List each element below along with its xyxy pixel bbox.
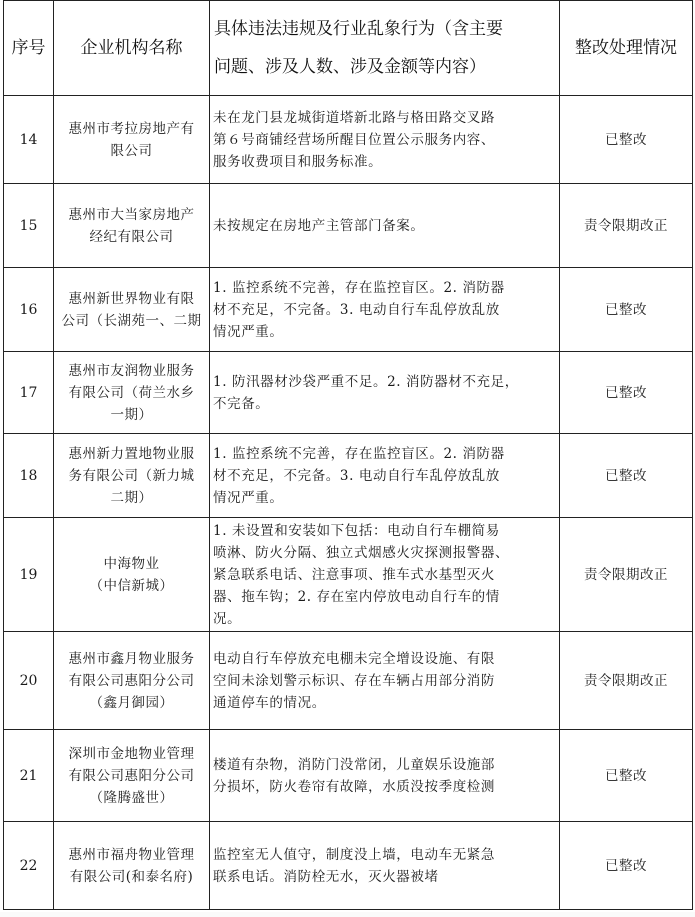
org-line: （鑫月御园）: [89, 694, 174, 711]
row-no: 21: [4, 730, 54, 822]
org-line: 中海物业: [103, 555, 160, 572]
header-no: 序号: [4, 1, 54, 96]
violation-line: 情况严重。: [213, 323, 284, 340]
row-violation: [210, 268, 560, 352]
violation-line: 未按规定在房地产主管部门备案。: [213, 217, 425, 234]
org-line: 惠州市大当家房地产: [68, 206, 195, 223]
row-result: 责令限期改正: [560, 518, 693, 632]
violation-line: 材不充足，不完备。3. 电动自行车乱停放乱放: [213, 467, 500, 484]
header-result: 整改处理情况: [560, 1, 693, 96]
header-violation-line2: 问题、涉及人数、涉及金额等内容）: [214, 57, 486, 77]
violation-table: [3, 0, 693, 910]
row-result: 已整改: [560, 352, 693, 434]
row-org: [54, 434, 210, 518]
row-result: 责令限期改正: [560, 632, 693, 730]
row-result: 已整改: [560, 96, 693, 184]
row-org: [54, 632, 210, 730]
row-org: [54, 822, 210, 910]
violation-line: 服务收费项目和服务标准。: [213, 153, 383, 170]
row-result: 已整改: [560, 730, 693, 822]
org-line: 有限公司(和泰名府): [69, 868, 194, 885]
violation-line: 1. 监控系统不完善，存在监控盲区。2. 消防器: [213, 279, 505, 296]
row-violation: [210, 184, 560, 268]
row-violation: [210, 822, 560, 910]
violation-line: 未在龙门县龙城街道塔新北路与格田路交叉路: [213, 109, 495, 126]
violation-line: 空间未涂划警示标识、存在车辆占用部分消防: [213, 672, 495, 689]
violation-line: 1. 防汛器材沙袋严重不足。2. 消防器材不充足，: [213, 373, 519, 390]
table-row: [4, 730, 693, 822]
violation-line: 分损坏，防火卷帘有故障，水质没按季度检测: [213, 778, 495, 795]
violation-line: 通道停车的情况。: [213, 694, 326, 711]
table-row: [4, 632, 693, 730]
row-no: 20: [4, 632, 54, 730]
table-row: [4, 434, 693, 518]
row-violation: [210, 632, 560, 730]
violation-line: 第６号商铺经营场所醒目位置公示服务内容、: [213, 131, 495, 148]
org-line: 一期）: [110, 406, 153, 423]
table-row: [4, 96, 693, 184]
row-no: 18: [4, 434, 54, 518]
row-org: [54, 352, 210, 434]
table-row: [4, 518, 693, 632]
org-line: 惠州新世界物业有限: [68, 290, 195, 307]
row-result: 已整改: [560, 434, 693, 518]
row-violation: [210, 518, 560, 632]
violation-line: 不完备。: [213, 395, 270, 412]
row-no: 17: [4, 352, 54, 434]
page-bottom-edge: [0, 912, 695, 917]
header-violation: [210, 1, 560, 96]
org-line: 二期）: [110, 489, 153, 506]
row-violation: [210, 352, 560, 434]
row-violation: [210, 730, 560, 822]
org-line: 惠州市友润物业服务: [68, 362, 195, 379]
org-line: 限公司: [110, 142, 153, 159]
row-org: [54, 96, 210, 184]
violation-line: 1. 监控系统不完善，存在监控盲区。2. 消防器: [213, 445, 505, 462]
org-line: 务有限公司（新力城: [68, 467, 195, 484]
org-line: 有限公司惠阳分公司: [68, 672, 195, 689]
header-violation-line1: 具体违法违规及行业乱象行为（含主要: [214, 19, 503, 39]
org-line: 惠州新力置地物业服: [68, 445, 195, 462]
table-row: [4, 822, 693, 910]
violation-line: 监控室无人值守，制度没上墙，电动车无紧急: [213, 846, 495, 863]
violation-line: 1. 未设置和安装如下包括：电动自行车棚简易: [213, 522, 500, 539]
row-no: 22: [4, 822, 54, 910]
row-no: 19: [4, 518, 54, 632]
org-line: 公司（长湖苑一、二期: [61, 312, 202, 329]
violation-line: 况。: [213, 610, 242, 627]
row-org: [54, 268, 210, 352]
table-row: [4, 268, 693, 352]
row-org: [54, 518, 210, 632]
violation-line: 材不充足，不完备。3. 电动自行车乱停放乱放: [213, 301, 500, 318]
violation-line: 情况严重。: [213, 489, 284, 506]
row-org: [54, 730, 210, 822]
row-no: 16: [4, 268, 54, 352]
org-line: 惠州市考拉房地产有: [68, 120, 195, 137]
row-result: 已整改: [560, 822, 693, 910]
org-line: 深圳市金地物业管理: [68, 745, 195, 762]
violation-line: 联系电话。消防栓无水，灭火器被堵: [213, 868, 439, 885]
org-line: 有限公司（荷兰水乡: [68, 384, 195, 401]
table-header-row: [4, 1, 693, 96]
violation-line: 楼道有杂物，消防门没常闭，儿童娱乐设施部: [213, 756, 495, 773]
header-org: 企业机构名称: [54, 1, 210, 96]
row-result: 已整改: [560, 268, 693, 352]
row-no: 15: [4, 184, 54, 268]
table-row: [4, 352, 693, 434]
row-no: 14: [4, 96, 54, 184]
table-row: [4, 184, 693, 268]
row-violation: [210, 96, 560, 184]
violation-line: 紧急联系电话、注意事项、推车式水基型灭火: [213, 566, 495, 583]
org-line: 有限公司惠阳分公司: [68, 767, 195, 784]
violation-line: 喷淋、防火分隔、独立式烟感火灾探测报警器、: [213, 544, 510, 561]
violation-line: 器、拖车钩；2. 存在室内停放电动自行车的情: [213, 588, 500, 605]
row-org: [54, 184, 210, 268]
org-line: 惠州市福舟物业管理: [68, 846, 195, 863]
row-violation: [210, 434, 560, 518]
org-line: （中信新城）: [89, 577, 174, 594]
org-line: 惠州市鑫月物业服务: [68, 650, 195, 667]
org-line: 经纪有限公司: [89, 228, 174, 245]
org-line: （隆腾盛世）: [89, 789, 174, 806]
row-result: 责令限期改正: [560, 184, 693, 268]
violation-line: 电动自行车停放充电棚未完全增设设施、有限: [213, 650, 495, 667]
